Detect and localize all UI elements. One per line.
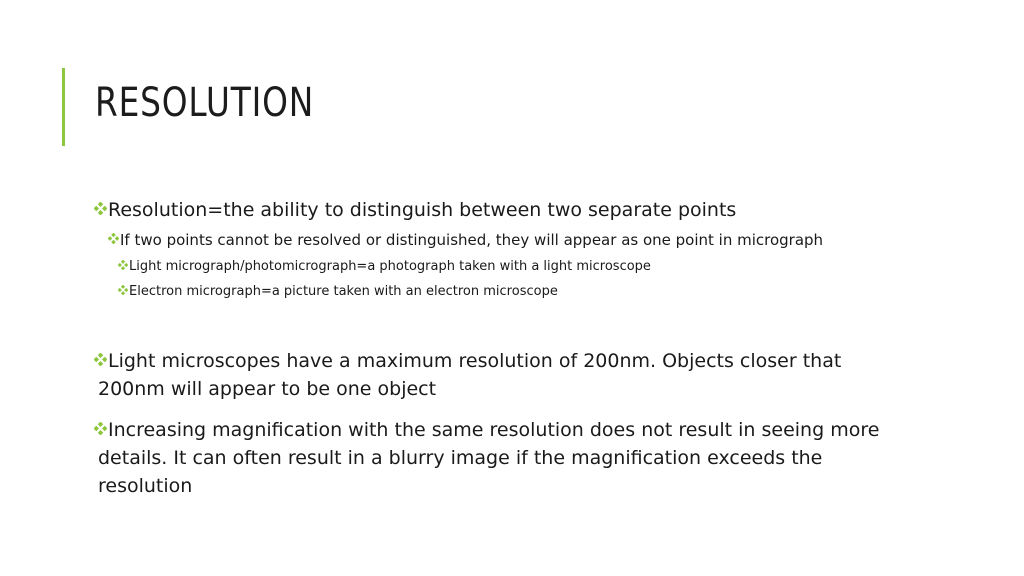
title-accent-bar [62, 68, 65, 146]
bullet-item [90, 257, 910, 277]
bullet-text: If two points cannot be resolved or distinguished, they will appear as one point in micrograph [120, 231, 824, 249]
slide-title: RESOLUTION [95, 80, 315, 126]
diamond-bullet-icon [96, 347, 107, 375]
bullet-item [90, 347, 910, 403]
bullet-item [90, 196, 910, 224]
bullet-item [90, 416, 910, 500]
diamond-bullet-icon [96, 196, 107, 224]
bullet-item [90, 229, 910, 252]
bullet-item [90, 282, 910, 302]
bullet-text: Electron micrograph=a picture taken with an electron microscope [129, 284, 558, 299]
diamond-bullet-icon [96, 416, 107, 444]
bullet-text: Increasing magnification with the same resolution does not result in seeing more details. It can often result in a blurry image if the magnification exceeds the resolution [98, 419, 880, 497]
bullet-text: Resolution=the ability to distinguish between two separate points [108, 199, 737, 221]
diamond-bullet-icon [118, 257, 128, 277]
bullet-text: Light microscopes have a maximum resolution of 200nm. Objects closer that 200nm will appear to be one object [98, 350, 842, 400]
diamond-bullet-icon [110, 229, 119, 252]
slide-body [90, 196, 910, 500]
diamond-bullet-icon [118, 282, 128, 302]
bullet-text: Light micrograph/photomicrograph=a photograph taken with a light microscope [129, 259, 651, 274]
